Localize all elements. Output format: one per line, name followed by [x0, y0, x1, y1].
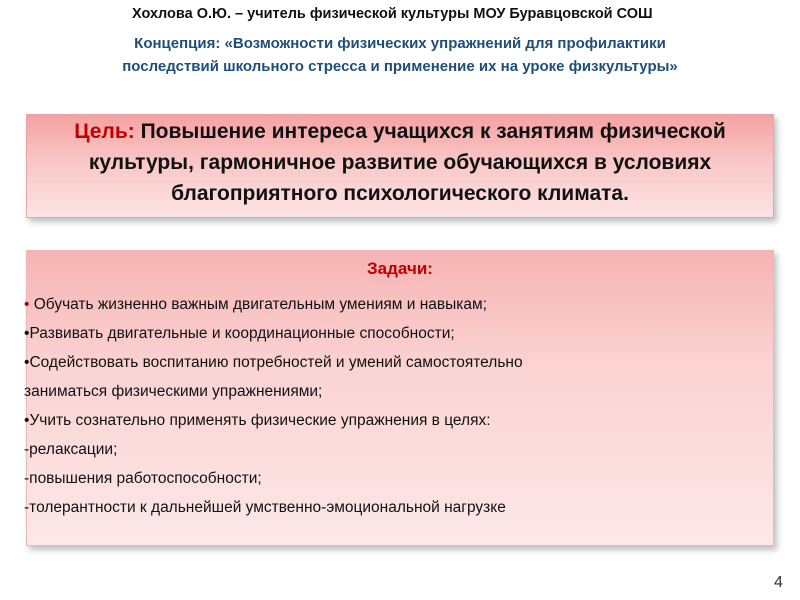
task-text: повышения работоспособности;	[29, 470, 262, 487]
task-item	[24, 406, 754, 435]
task-list	[24, 290, 754, 522]
page-number: 4	[774, 574, 783, 591]
task-item-continuation	[24, 377, 754, 406]
concept-line-1: Концепция: «Возможности физических упражнений для профилактики	[134, 35, 666, 52]
goal-text	[26, 116, 774, 209]
bullet-icon: •	[24, 354, 30, 371]
concept-heading	[20, 32, 780, 78]
task-text: Содействовать воспитанию потребностей и умений самостоятельно	[29, 354, 523, 371]
task-text: толерантности к дальнейшей умственно-эмоциональной нагрузке	[29, 499, 506, 516]
task-item	[24, 319, 754, 348]
task-text: заниматься физическими упражнениями;	[24, 383, 323, 400]
bullet-icon: •	[24, 325, 30, 342]
task-item	[24, 290, 754, 319]
bullet-icon: •	[24, 296, 34, 313]
author-line: Хохлова О.Ю. – учитель физической культуры МОУ Буравцовской СОШ	[132, 6, 653, 22]
bullet-icon: •	[24, 412, 30, 429]
goal-label: Цель:	[74, 120, 135, 143]
task-item	[24, 348, 754, 377]
task-text: Обучать жизненно важным двигательным умениям и навыкам;	[33, 296, 487, 313]
tasks-title: Задачи:	[367, 259, 433, 278]
goal-body: Повышение интереса учащихся к занятиям физической культуры, гармоничное развитие обучающихся в условиях благоприятного психологического климата.	[88, 120, 726, 205]
dash-marker: -	[24, 441, 30, 458]
concept-line-2: последствий школьного стресса и применение их на уроке физкультуры»	[122, 58, 678, 75]
dash-marker: -	[24, 470, 30, 487]
task-subitem	[24, 464, 754, 493]
task-text: Учить сознательно применять физические упражнения в целях:	[29, 412, 491, 429]
task-text: Развивать двигательные и координационные способности;	[29, 325, 455, 342]
task-subitem	[24, 493, 754, 522]
task-subitem	[24, 435, 754, 464]
dash-marker: -	[24, 499, 30, 516]
task-text: релаксации;	[29, 441, 118, 458]
